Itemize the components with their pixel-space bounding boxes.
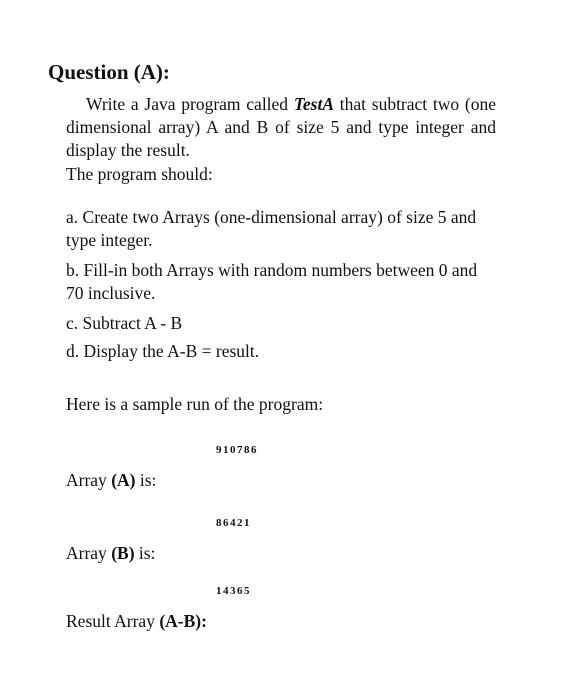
question-title: Question (A):: [48, 60, 170, 84]
program-name: TestA: [293, 94, 335, 114]
array-b-name: (B): [111, 543, 135, 563]
result-values: 14365: [216, 585, 251, 597]
array-b-values: 86421: [216, 517, 251, 529]
array-a-suffix: is:: [135, 470, 157, 490]
array-a-name: (A): [111, 470, 136, 490]
program-should: The program should:: [66, 164, 213, 184]
requirement-item-a: a. Create two Arrays (one-dimensional array) of size 5 and type integer.: [66, 207, 477, 250]
intro-text-after: that subtract two (one dimensional array) A and B of size 5 and type integer and display the result.: [66, 94, 496, 160]
array-a-label: [66, 469, 156, 492]
requirement-item-b: b. Fill-in both Arrays with random numbers between 0 and 70 inclusive.: [66, 260, 478, 303]
sample-run-intro: Here is a sample run of the program:: [66, 394, 324, 414]
array-b-suffix: is:: [134, 543, 156, 563]
question-intro: [66, 93, 496, 162]
array-a-prefix: Array: [66, 470, 112, 490]
intro-text-before: Write a Java program called: [86, 94, 294, 114]
array-a-values: 910786: [216, 444, 258, 456]
array-b-label: [66, 542, 155, 565]
requirement-item-d: d. Display the A-B = result.: [66, 341, 260, 361]
result-name: (A-B):: [159, 611, 207, 631]
result-label: [66, 610, 207, 633]
result-prefix: Result Array: [66, 611, 160, 631]
requirement-item-c: c. Subtract A - B: [66, 313, 183, 333]
array-b-prefix: Array: [66, 543, 112, 563]
